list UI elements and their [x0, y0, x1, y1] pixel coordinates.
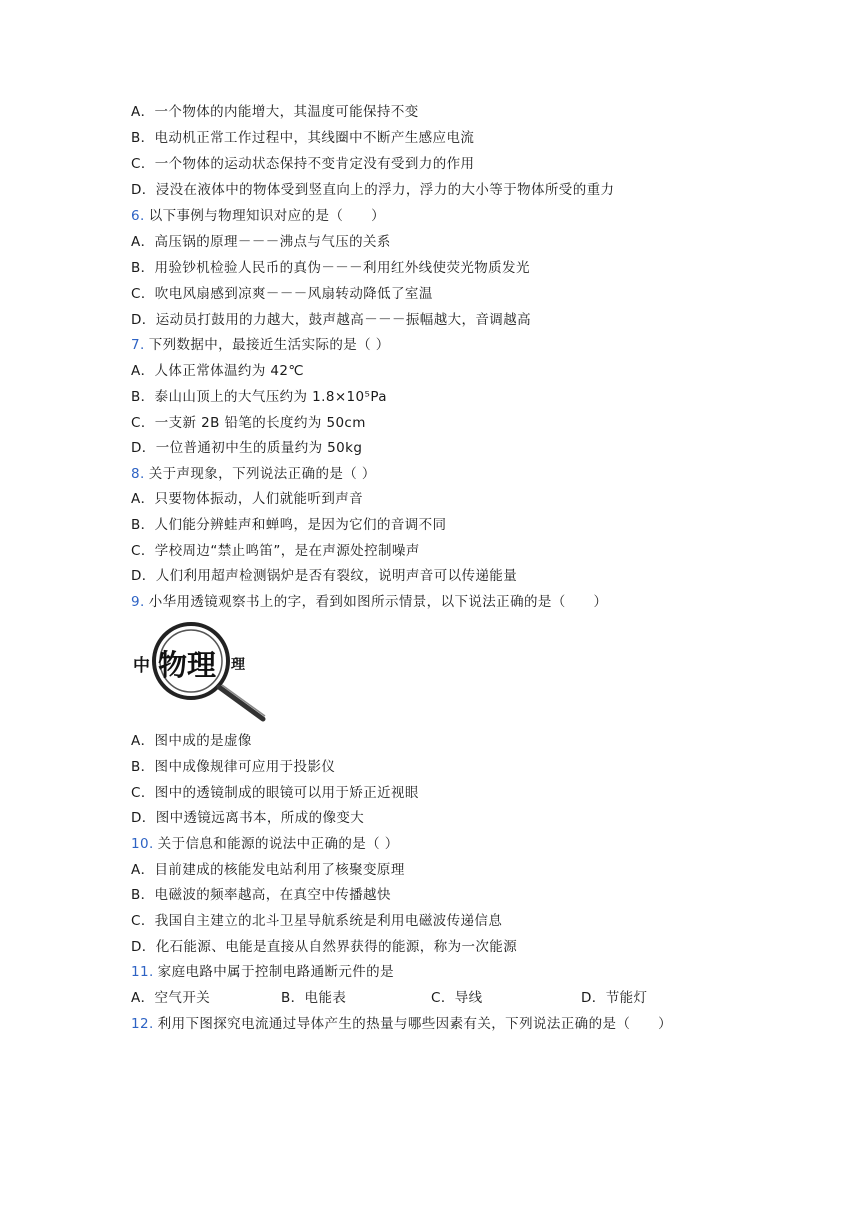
q6-option-b: B．用验钞机检验人民币的真伪－－－利用红外线使荧光物质发光 — [131, 260, 530, 276]
q10-option-c: C．我国自主建立的北斗卫星导航系统是利用电磁波传递信息 — [131, 913, 503, 929]
q9-option-a: A．图中成的是虚像 — [131, 733, 252, 749]
q7-number: 7. — [131, 337, 145, 353]
q9-number: 9. — [131, 594, 145, 610]
q7-stem-text: 下列数据中，最接近生活实际的是（ ） — [148, 337, 390, 353]
q6-stem — [131, 206, 385, 226]
lens-handle — [219, 687, 263, 719]
q5-option-b: B．电动机正常工作过程中，其线圈中不断产生感应电流 — [131, 130, 475, 146]
q6-option-a: A．高压锅的原理－－－沸点与气压的关系 — [131, 234, 391, 250]
q5-option-a: A．一个物体的内能增大，其温度可能保持不变 — [131, 104, 419, 120]
q10-option-b: B．电磁波的频率越高，在真空中传播越快 — [131, 887, 391, 903]
q7-option-b: B．泰山山顶上的大气压约为 1.8×10⁵Pa — [131, 389, 387, 405]
q9-option-b: B．图中成像规律可应用于投影仪 — [131, 759, 336, 775]
q11-stem — [131, 962, 394, 982]
q11-option-c: C．导线 — [431, 990, 483, 1006]
q12-number: 12. — [131, 1016, 154, 1032]
q5-option-c: C．一个物体的运动状态保持不变肯定没有受到力的作用 — [131, 156, 475, 172]
q7-option-c: C．一支新 2B 铅笔的长度约为 50cm — [131, 415, 366, 431]
q11-stem-text: 家庭电路中属于控制电路通断元件的是 — [157, 964, 394, 980]
q10-stem-text: 关于信息和能源的说法中正确的是（ ） — [157, 836, 399, 852]
q8-stem — [131, 464, 376, 484]
q8-option-c: C．学校周边“禁止鸣笛”，是在声源处控制噪声 — [131, 543, 420, 559]
q7-option-a: A．人体正常体温约为 42℃ — [131, 363, 304, 379]
q6-option-c: C．吹电风扇感到凉爽－－－风扇转动降低了室温 — [131, 286, 433, 302]
q8-stem-text: 关于声现象，下列说法正确的是（ ） — [148, 466, 376, 482]
q10-option-d: D．化石能源、电能是直接从自然界获得的能源，称为一次能源 — [131, 939, 518, 955]
q10-option-a: A．目前建成的核能发电站利用了核聚变原理 — [131, 862, 405, 878]
q12-stem-text: 利用下图探究电流通过导体产生的热量与哪些因素有关，下列说法正确的是（ ） — [157, 1016, 672, 1032]
q6-number: 6. — [131, 208, 145, 224]
q8-option-b: B．人们能分辨蛙声和蝉鸣，是因为它们的音调不同 — [131, 517, 447, 533]
q5-option-d: D．浸没在液体中的物体受到竖直向上的浮力，浮力的大小等于物体所受的重力 — [131, 182, 615, 198]
q9-option-d: D．图中透镜远离书本，所成的像变大 — [131, 810, 365, 826]
q6-option-d: D．运动员打鼓用的力越大，鼓声越高－－－振幅越大，音调越高 — [131, 312, 531, 328]
magnifier-figure — [131, 613, 271, 723]
q11-number: 11. — [131, 964, 154, 980]
q10-number: 10. — [131, 836, 154, 852]
q10-stem — [131, 834, 399, 854]
q9-stem — [131, 592, 607, 612]
q9-stem-text: 小华用透镜观察书上的字，看到如图所示情景，以下说法正确的是（ ） — [148, 594, 608, 610]
q6-stem-text: 以下事例与物理知识对应的是（ ） — [148, 208, 385, 224]
q7-option-d: D．一位普通初中生的质量约为 50kg — [131, 440, 363, 456]
q11-option-b: B．电能表 — [281, 990, 347, 1006]
figure-left-char: 中 — [133, 656, 150, 676]
figure-magnified-chars: 物理 — [158, 648, 217, 682]
figure-right-char: 理 — [231, 657, 245, 673]
q11-option-d: D．节能灯 — [581, 990, 648, 1006]
lens-handle-edge — [222, 685, 265, 716]
q7-stem — [131, 335, 390, 355]
q8-option-a: A．只要物体振动，人们就能听到声音 — [131, 491, 364, 507]
q11-options-row — [131, 988, 731, 1008]
q9-option-c: C．图中的透镜制成的眼镜可以用于矫正近视眼 — [131, 785, 419, 801]
magnifier-illustration — [131, 613, 271, 723]
q12-stem — [131, 1014, 672, 1034]
q11-option-a: A．空气开关 — [131, 990, 211, 1006]
q8-number: 8. — [131, 466, 145, 482]
q8-option-d: D．人们利用超声检测锅炉是否有裂纹，说明声音可以传递能量 — [131, 568, 518, 584]
